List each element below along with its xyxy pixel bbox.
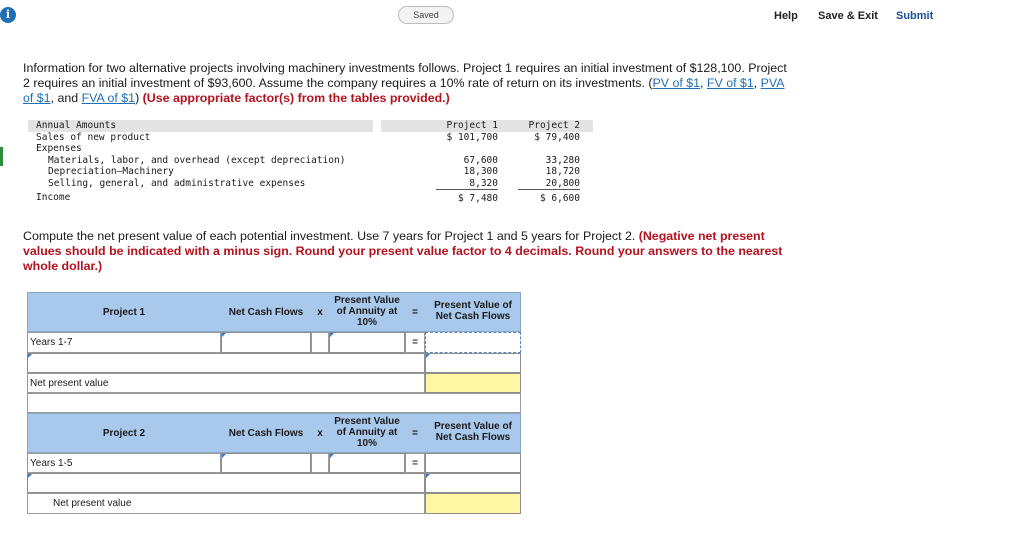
times-cell <box>311 332 329 353</box>
project-2-title: Project 2 <box>102 428 146 439</box>
project-2-value: $ 79,400 <box>534 131 580 143</box>
input-flag-icon <box>426 354 430 358</box>
p1-extra-value-input[interactable] <box>425 353 521 373</box>
p2-net-cash-flows-input[interactable] <box>221 453 311 473</box>
separator: , and <box>50 91 82 105</box>
row-label: Sales of new product <box>36 131 151 143</box>
problem-intro <box>23 61 793 106</box>
input-flag-icon <box>426 474 430 478</box>
equals-operator: = <box>412 307 418 318</box>
project-2-value: 20,800 <box>545 177 580 189</box>
separator: , <box>753 76 761 90</box>
project-1-title: Project 1 <box>102 307 146 318</box>
project-2-value: 33,280 <box>545 154 580 166</box>
times-cell <box>311 453 329 473</box>
header-project-2: Project 2 <box>528 120 580 131</box>
annual-amounts-table <box>28 120 593 204</box>
input-flag-icon <box>222 333 226 337</box>
progress-edge-marker <box>0 147 3 166</box>
p2-pv-factor-input[interactable] <box>329 453 405 473</box>
p1-pv-cash-flows-input[interactable] <box>425 332 521 353</box>
project-1-income: $ 7,480 <box>436 189 498 207</box>
project-1-value: 8,320 <box>469 177 498 189</box>
p1-npv-label: Net present value <box>30 378 109 389</box>
separator: , <box>700 76 707 90</box>
table-header-row <box>28 120 593 132</box>
table-row <box>28 143 593 155</box>
pva-table-link[interactable]: PVA of $1 <box>23 76 785 105</box>
project-2-value: 18,720 <box>545 166 580 177</box>
table-row <box>28 155 593 167</box>
input-flag-icon <box>330 333 334 337</box>
input-flag-icon <box>330 454 334 458</box>
p2-pv-cash-flows-input[interactable] <box>425 453 521 473</box>
years-1-5-label: Years 1-5 <box>30 458 73 469</box>
rounding-instruction: (Negative net present values should be indicated with a minus sign. Round your present value factor to 4 decimals. Round your answers to the nearest whole dollar.) <box>23 229 783 273</box>
equals-sign: = <box>412 337 418 348</box>
row-label: Materials, labor, and overhead (except depreciation) <box>48 154 346 166</box>
project-1-value: 67,600 <box>463 154 498 166</box>
pv-annuity-header: Present Value of Annuity at 10% <box>334 295 400 328</box>
header-project-1: Project 1 <box>446 120 498 131</box>
project-1-value: 18,300 <box>463 166 498 177</box>
header-gap <box>373 120 381 132</box>
factor-instruction: (Use appropriate factor(s) from the tables provided.) <box>142 91 450 105</box>
net-cash-flows-header: Net Cash Flows <box>228 428 304 439</box>
pv-cash-flows-header: Present Value of Net Cash Flows <box>434 300 512 322</box>
p1-net-cash-flows-input[interactable] <box>221 332 311 353</box>
row-label: Expenses <box>36 143 82 154</box>
p1-npv-input[interactable] <box>425 373 521 393</box>
fv-table-link[interactable]: FV of $1 <box>706 76 754 90</box>
input-flag-icon <box>28 474 32 478</box>
row-label: Selling, general, and administrative expenses <box>48 177 306 189</box>
net-cash-flows-header: Net Cash Flows <box>228 307 304 318</box>
header-annual-amounts: Annual Amounts <box>36 120 117 131</box>
saved-status-badge: Saved <box>398 6 454 24</box>
pv-cash-flows-header: Present Value of Net Cash Flows <box>434 421 512 443</box>
intro-text-close: ) <box>135 91 143 105</box>
p2-npv-input[interactable] <box>425 493 521 514</box>
input-flag-icon <box>222 454 226 458</box>
input-flag-icon <box>28 354 32 358</box>
instruction-text: Compute the net present value of each potential investment. Use 7 years for Project 1 and 5 years for Project 2. <box>23 229 639 243</box>
p1-extra-row-input[interactable] <box>27 353 425 373</box>
p2-extra-row-input[interactable] <box>27 473 425 493</box>
fva-table-link[interactable]: FVA of $1 <box>81 91 136 105</box>
compute-instructions <box>23 229 793 274</box>
equals-sign: = <box>412 458 418 469</box>
table-row <box>28 166 593 178</box>
pv-annuity-header: Present Value of Annuity at 10% <box>334 416 400 449</box>
intro-text: Information for two alternative projects involving machinery investments follows. Project 1 requires an initial investment of $128,100. Project 2 requires an initial investment of $93,600. Assume the company requires a 10% rate of return on its investments. ( <box>23 61 787 90</box>
spacer-row <box>27 393 521 413</box>
project-1-value: $ 101,700 <box>446 131 498 143</box>
pv-table-link[interactable]: PV of $1 <box>652 76 701 90</box>
equals-operator: = <box>412 428 418 439</box>
help-link[interactable]: Help <box>774 10 798 22</box>
table-row-income <box>28 189 593 204</box>
table-row <box>28 132 593 144</box>
info-icon[interactable]: i <box>0 7 16 23</box>
save-exit-link[interactable]: Save & Exit <box>818 10 878 22</box>
times-operator: x <box>317 428 323 439</box>
table-row <box>28 178 593 190</box>
project-2-income: $ 6,600 <box>518 189 580 207</box>
times-operator: x <box>317 307 323 318</box>
row-label: Income <box>36 192 71 203</box>
submit-link[interactable]: Submit <box>896 10 934 22</box>
row-label: Depreciation—Machinery <box>48 166 174 177</box>
p1-pv-factor-input[interactable] <box>329 332 405 353</box>
years-1-7-label: Years 1-7 <box>30 337 73 348</box>
p2-npv-label: Net present value <box>53 498 132 509</box>
p2-extra-value-input[interactable] <box>425 473 521 493</box>
